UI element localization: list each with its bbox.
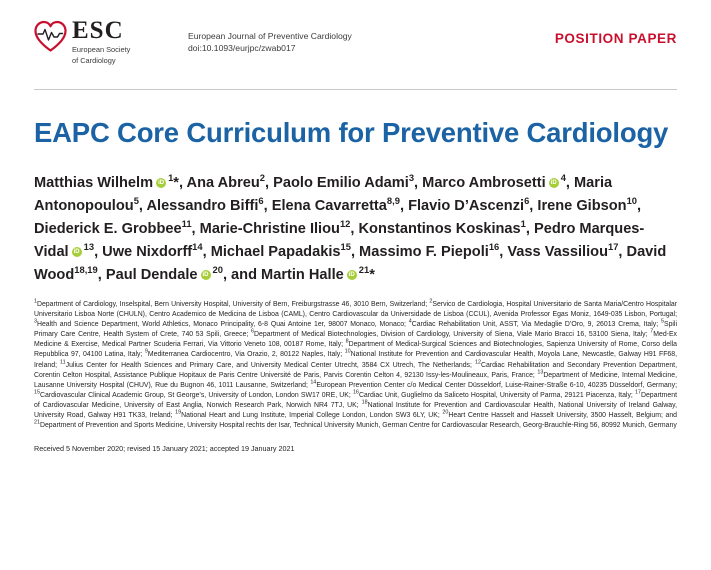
author-list: Matthias Wilhelm iD $^1$*, Ana Abreu$^2$, Paolo Emilio Adami$^3$, Marco Ambrosetti iD $^4$, Maria Antonopoulou$^5$, Alessandro Biffi$^6$, Elena Cavarretta$^{8,9}$, Flavio D’Ascenzi$^6$, Irene Gibson$^{10}$, Diederick E. Grobbee$^{11}$, Marie-Christine Iliou$^{12}$, Konstantinos Koskinas$^1$, Pedro Marques-Vidal iD $^{13}$, Uwe Nixdorff$^{14}$, Michael Papadakis$^{15}$, Massimo F. Piepoli$^{16}$, Vass Vassiliou$^{17}$, David Wood$^{18,19}$, Paul Dendale iD $^{20}$, and Martin Halle iD $^{21}$* — [34, 172, 677, 287]
esc-heart-logo-icon — [34, 20, 68, 52]
orcid-icon[interactable] — [201, 270, 211, 280]
journal-doi[interactable]: doi:10.1093/eurjpc/zwab017 — [188, 42, 296, 53]
orcid-icon[interactable] — [549, 178, 559, 188]
header-divider — [34, 89, 677, 90]
affiliations-list: $^1$Department of Cardiology, Inselspital, Bern University Hospital, University of Bern, Freiburgstrasse 46, 3010 Bern, Switzerland; $^2$Servico de Cardiologia, Hospital Universitario de Santa Maria/Centro Hospitalar Universitario Lisboa Norte (CHULN), Centro Academico de Medicina de Lisboa (CAML), Centro Cardiovascular da Universidade de Lisboa (CCUL), Avenida Professor Egas Moniz, 1649-035 Lisbon, Portugal; $^3$Health and Science Department, World Athletics, Monaco Principality, 6-8 Quai Antoine 1er, 98007 Monaco, Monaco; $^4$Cardiac Rehabilitation Unit, ASST, Via Medaglie D’Oro, 9, 26013 Crema, Italy; $^5$Spili Primary Care Centre, Health System of Crete, 740 53 Spili, Greece; $^6$Department of Medical Biotechnologies, Division of Cardiology, University of Siena, Viale Mario Bracci 16, 53100 Siena, Italy; $^7$Med-Ex Medicine & Exercise, Medical Partner Scuderia Ferrari, Via Vittorio Veneto 108, 00187 Rome, Italy; $^8$Department of Medical-Surgical Sciences and Biotechnologies, Sapienza University of Rome, Corso della Repubblica 97, 04100 Latina, Italy; $^9$Mediterranea Cardiocentro, Via Orazio, 2, 80122 Naples, Italy; $^{10}$National Institute for Prevention and Cardiovascular Health, Moyola Lane, Newcastle, Galway H91 FF68, Ireland; $^{11}$Julius Center for Health Sciences and Primary Care, and University Medical Center Utrecht, 3584 CX Utrech, The Netherlands; $^{12}$Cardiac Rehabilitation and Secondary Prevention Department, Corentin Celton Hospital, Assistance Publique Hopitaux de Paris Centre Université de Paris, Parvis Corentin Celton 4, 92130 Issy-les-Moulineaux, Paris, France; $^{13}$Department of Medicine, Internal Medicine, Lausanne University Hospital (CHUV), Rue du Bugnon 46, 1011 Lausanne, Switzerland; $^{14}$European Prevention Center c/o Medical Center Düsseldorf, Luise-Rainer-Straße 6-10, 40235 Düsseldorf, Germany; $^{15}$Cardiovascular Clinical Academic Group, St George’s, University of London, London SW17 0RE, UK; $^{16}$Cardiac Unit, Guglielmo da Saliceto Hospital, University of Parma, 29121 Piacenza, Italy; $^{17}$Department of Cardiovascular Medicine, University of East Anglia, Norwich Research Park, Norwich NR4 7TJ, UK; $^{18}$National Institute for Prevention and Cardiovascular Health, National University of Ireland Galway, University Road, Galway H91 TK33, Ireland; $^{19}$National Heart and Lung Institute, Imperial College London, London SW3 6LY, UK; $^{20}$Heart Centre Hasselt and Hasselt University, 3500 Hasselt, Belgium; and $^{21}$Department of Prevention and Sports Medicine, University Hospital rechts der Isar, Technical University Munich, German Centre for Cardiovascular Research, Georg-Brauchle-Ring 56, 80992 Munich, Germany — [34, 298, 678, 430]
journal-name: European Journal of Preventive Cardiology — [188, 31, 352, 41]
orcid-icon[interactable] — [156, 178, 166, 188]
esc-subtitle-line2: of Cardiology — [72, 55, 116, 65]
esc-subtitle-line1: European Society — [72, 45, 131, 55]
page-title: EAPC Core Curriculum for Preventive Cardiology — [34, 117, 669, 148]
page-header — [34, 0, 677, 80]
orcid-icon[interactable] — [347, 270, 357, 280]
article-type-label: POSITION PAPER — [554, 31, 677, 46]
esc-acronym: ESC — [72, 17, 124, 44]
journal-info — [188, 18, 555, 54]
received-dates: Received 5 November 2020; revised 15 January 2021; accepted 19 January 2021 — [34, 443, 295, 453]
esc-logo — [34, 18, 152, 65]
esc-logo-text — [72, 18, 130, 65]
orcid-icon[interactable] — [72, 247, 82, 257]
